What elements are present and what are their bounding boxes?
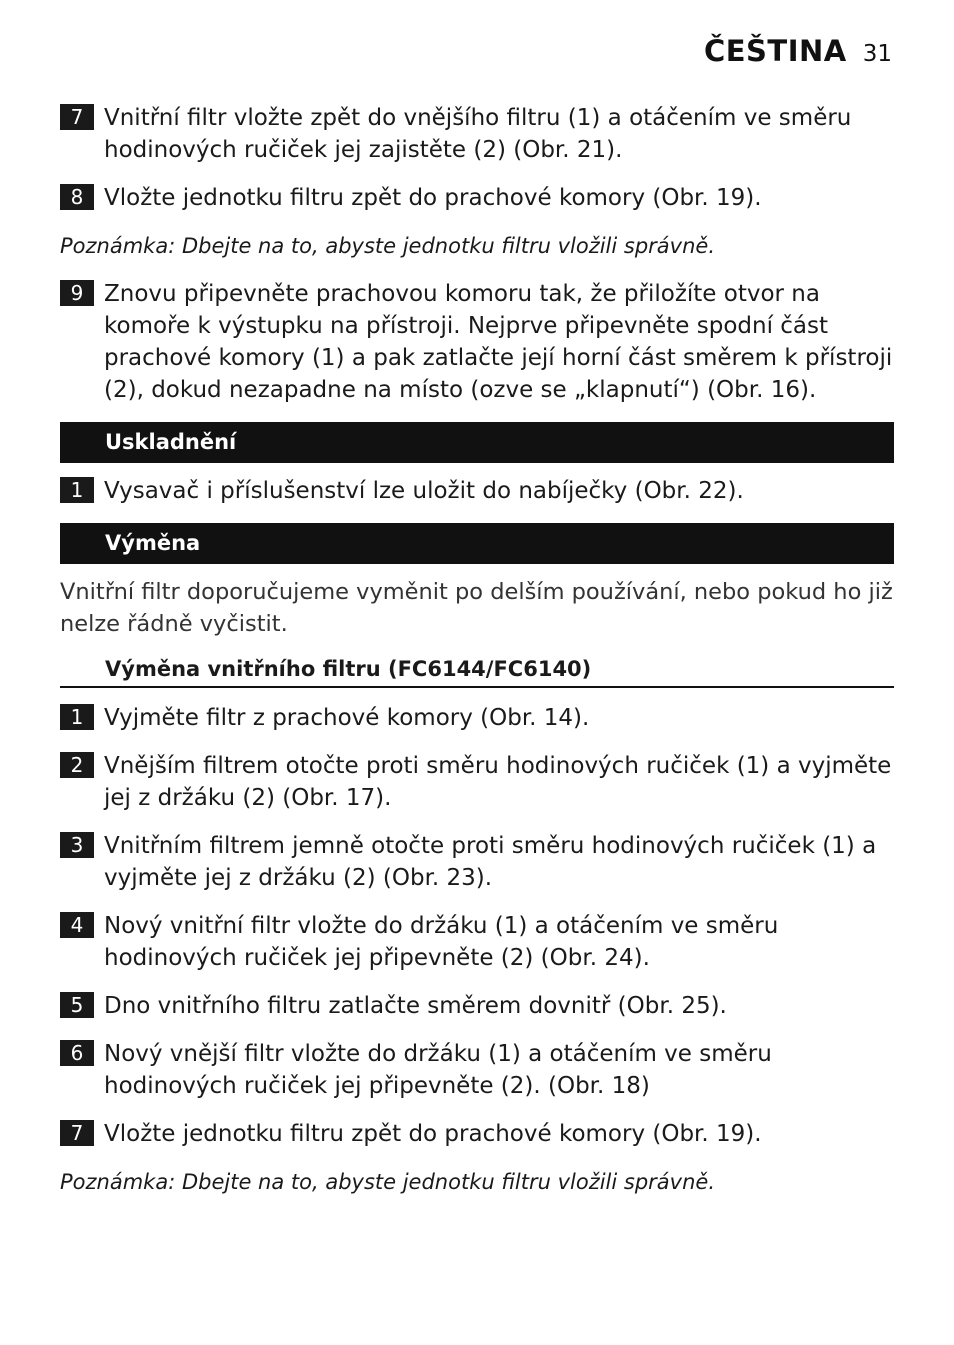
language-title: ČEŠTINA xyxy=(703,34,847,68)
step-number: 6 xyxy=(60,1040,94,1066)
step-item xyxy=(60,1118,894,1150)
step-item xyxy=(60,990,894,1022)
step-item xyxy=(60,182,894,214)
step-text: Dno vnitřního filtru zatlačte směrem dovnitř (Obr. 25). xyxy=(104,993,727,1019)
page-number: 31 xyxy=(862,41,892,67)
step-text: Vyjměte filtr z prachové komory (Obr. 14). xyxy=(104,705,590,731)
step-number: 1 xyxy=(60,477,94,503)
step-number: 9 xyxy=(60,280,94,306)
step-text: Vnitřním filtrem jemně otočte proti směru hodinových ručiček (1) a vyjměte jej z držáku (2) (Obr. 23). xyxy=(104,833,877,891)
step-number: 7 xyxy=(60,104,94,130)
step-text: Nový vnitřní filtr vložte do držáku (1) a otáčením ve směru hodinových ručiček jej připevněte (2) (Obr. 24). xyxy=(104,913,779,971)
page-header xyxy=(704,34,892,68)
section-heading-replacement: Výměna xyxy=(60,523,894,564)
step-text: Nový vnější filtr vložte do držáku (1) a otáčením ve směru hodinových ručiček jej připevněte (2). (Obr. 18) xyxy=(104,1041,772,1099)
step-number: 2 xyxy=(60,752,94,778)
step-item xyxy=(60,102,894,166)
step-number: 7 xyxy=(60,1120,94,1146)
step-text: Vnějším filtrem otočte proti směru hodinových ručiček (1) a vyjměte jej z držáku (2) (Obr. 17). xyxy=(104,753,892,811)
step-item xyxy=(60,750,894,814)
step-item xyxy=(60,830,894,894)
step-item xyxy=(60,910,894,974)
step-number: 4 xyxy=(60,912,94,938)
step-text: Znovu připevněte prachovou komoru tak, že přiložíte otvor na komoře k výstupku na přístroji. Nejprve připevněte spodní část prachové komory (1) a pak zatlačte její horní část směrem k přístroji (2), dokud nezapadne na místo (ozve se „klapnutí“) (Obr. 16). xyxy=(104,281,893,403)
step-text: Vysavač i příslušenství lze uložit do nabíječky (Obr. 22). xyxy=(104,478,744,504)
step-item xyxy=(60,278,894,406)
step-item xyxy=(60,1038,894,1102)
step-item xyxy=(60,475,894,507)
step-text: Vnitřní filtr vložte zpět do vnějšího filtru (1) a otáčením ve směru hodinových ručiček jej zajistěte (2) (Obr. 21). xyxy=(104,105,852,163)
note-text: Poznámka: Dbejte na to, abyste jednotku filtru vložili správně. xyxy=(60,1170,716,1194)
step-number: 8 xyxy=(60,184,94,210)
page-content xyxy=(60,102,894,1214)
step-number: 1 xyxy=(60,704,94,730)
note-text: Poznámka: Dbejte na to, abyste jednotku filtru vložili správně. xyxy=(60,234,716,258)
step-number: 3 xyxy=(60,832,94,858)
section-heading-storage: Uskladnění xyxy=(60,422,894,463)
subsection-heading: Výměna vnitřního filtru (FC6144/FC6140) xyxy=(60,654,894,688)
step-item xyxy=(60,702,894,734)
intro-paragraph: Vnitřní filtr doporučujeme vyměnit po delším používání, nebo pokud ho již nelze řádně vyčistit. xyxy=(60,579,893,637)
step-number: 5 xyxy=(60,992,94,1018)
step-text: Vložte jednotku filtru zpět do prachové komory (Obr. 19). xyxy=(104,1121,762,1147)
step-text: Vložte jednotku filtru zpět do prachové komory (Obr. 19). xyxy=(104,185,762,211)
